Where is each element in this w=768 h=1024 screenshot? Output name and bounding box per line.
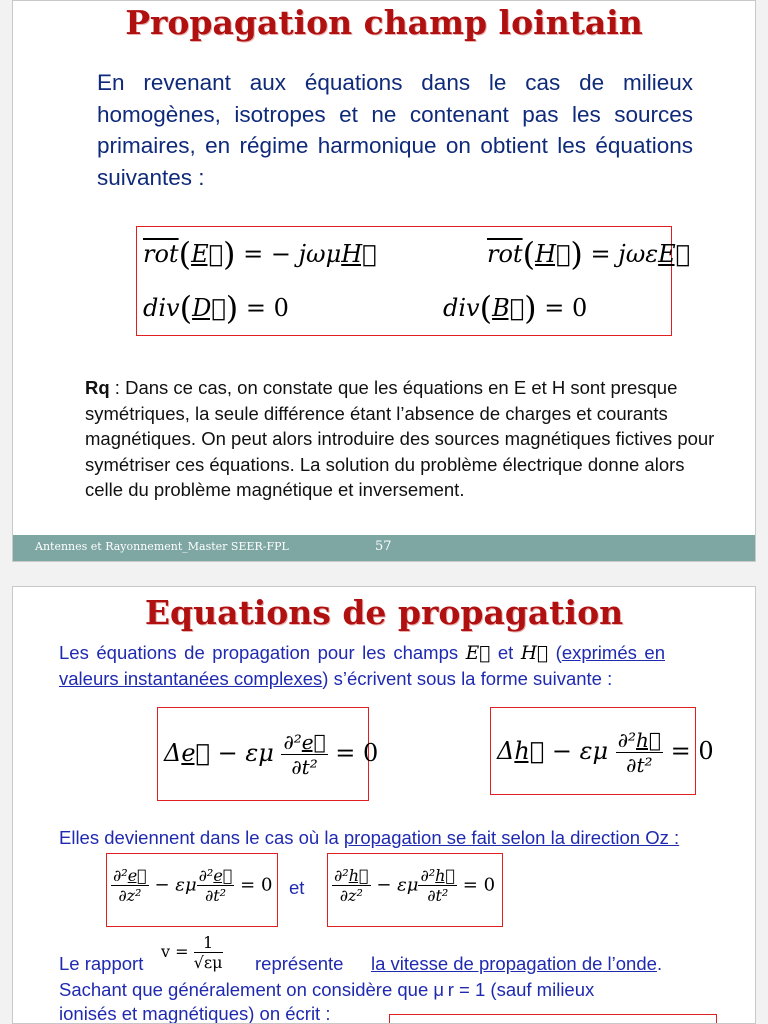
div-d-equation: div(D⃗) = 0 [143, 289, 289, 327]
vector-h-symbol: H⃗ [520, 643, 549, 664]
wave-velocity-text [371, 953, 662, 975]
text-run: et [490, 642, 521, 663]
slide-57 [12, 0, 756, 562]
intro-paragraph: En revenant aux équations dans le cas de milieux homogènes, isotropes et ne contenant pas les sources primaires, en régime harmonique on obtient les équations suivantes : [97, 70, 693, 190]
page-number: 57 [375, 539, 392, 554]
remark-label: Rq [85, 377, 110, 398]
text-run: Les équations de propagation pour les champs [59, 642, 466, 663]
represents-label: représente [255, 953, 344, 974]
oz-direction-paragraph [59, 825, 756, 850]
text-run: Elles deviennent dans le cas où la [59, 827, 344, 848]
wave-equation-e-box [157, 707, 379, 801]
remark-text: : Dans ce cas, on constate que les équations en E et H sont presque symétriques, la seule différence étant l’absence de charges et courants magnétiques. On peut alors introduire des sources magnétiques fictives pour symétriser ces équations. La solution du problème électrique donne alors celle du problème magnétique et inversement. [85, 377, 715, 501]
vector-e-symbol: E⃗ [465, 643, 491, 664]
partial-equation-box [389, 1014, 717, 1024]
rot-h-equation: $\overline{rot}(H⃗)$ = jωεE⃗ [487, 235, 691, 273]
oz-equation-h: $\frac{\text{∂²h⃗}}{\text{∂z²}}$ − εμ $\frac{\text{∂²h⃗}}{\text{∂t²}}$ = 0 [334, 866, 496, 905]
oz-equation-e-box [106, 853, 278, 927]
text-run: . [656, 953, 663, 974]
wave-velocity-link: la vitesse de propagation de l’onde [371, 953, 657, 974]
ionized-media-paragraph: ionisés et magnétiques) on écrit : [59, 1003, 331, 1024]
slide-58 [12, 586, 756, 1024]
div-b-equation: div(B⃗) = 0 [443, 289, 588, 327]
wave-equation-h: Δh⃗ − εμ $\frac{\text{∂²h⃗}}{\text{∂t²}}$ = 0 [497, 728, 714, 777]
velocity-formula: v = $\frac{1}{√\varepsilon\mu}$ [161, 933, 223, 972]
mu-r-paragraph: Sachant que généralement on considère que μ r = 1 (sauf milieux [59, 979, 595, 1000]
wave-equation-h-box [490, 707, 714, 795]
oz-equation-h-box [327, 853, 503, 927]
rot-e-equation: $\overline{rot}(E⃗)$ = − jωμH⃗ [143, 235, 377, 273]
instantaneous-values-link: exprimés en valeurs instantanées complexes [59, 642, 665, 689]
propagation-intro-paragraph: Les équations de propagation pour les champs E⃗ et H⃗ (exprimés en valeurs instantanées complexes) s’écrivent sous la forme suivante : [59, 642, 665, 689]
text-run: s’écrivent sous la forme suivante : [328, 668, 613, 689]
remark-paragraph [85, 375, 715, 503]
ratio-label: Le rapport [59, 953, 144, 974]
wave-equation-e: Δe⃗ − εμ $\frac{\text{∂²e⃗}}{\text{∂t²}}$ = 0 [164, 730, 379, 779]
slide-title: Propagation champ lointain [125, 3, 643, 42]
slide-title: Equations de propagation [144, 593, 624, 632]
and-connector: et [289, 877, 305, 898]
oz-direction-link: propagation se fait selon la direction Oz : [343, 827, 680, 848]
oz-equation-e: $\frac{\text{∂²e⃗}}{\text{∂z²}}$ − εμ $\frac{\text{∂²e⃗}}{\text{∂t²}}$ = 0 [113, 866, 273, 905]
footer-course-title: Antennes et Rayonnement_Master SEER-FPL [35, 540, 289, 553]
maxwell-equations-box [136, 226, 691, 336]
slide-footer [13, 535, 755, 561]
